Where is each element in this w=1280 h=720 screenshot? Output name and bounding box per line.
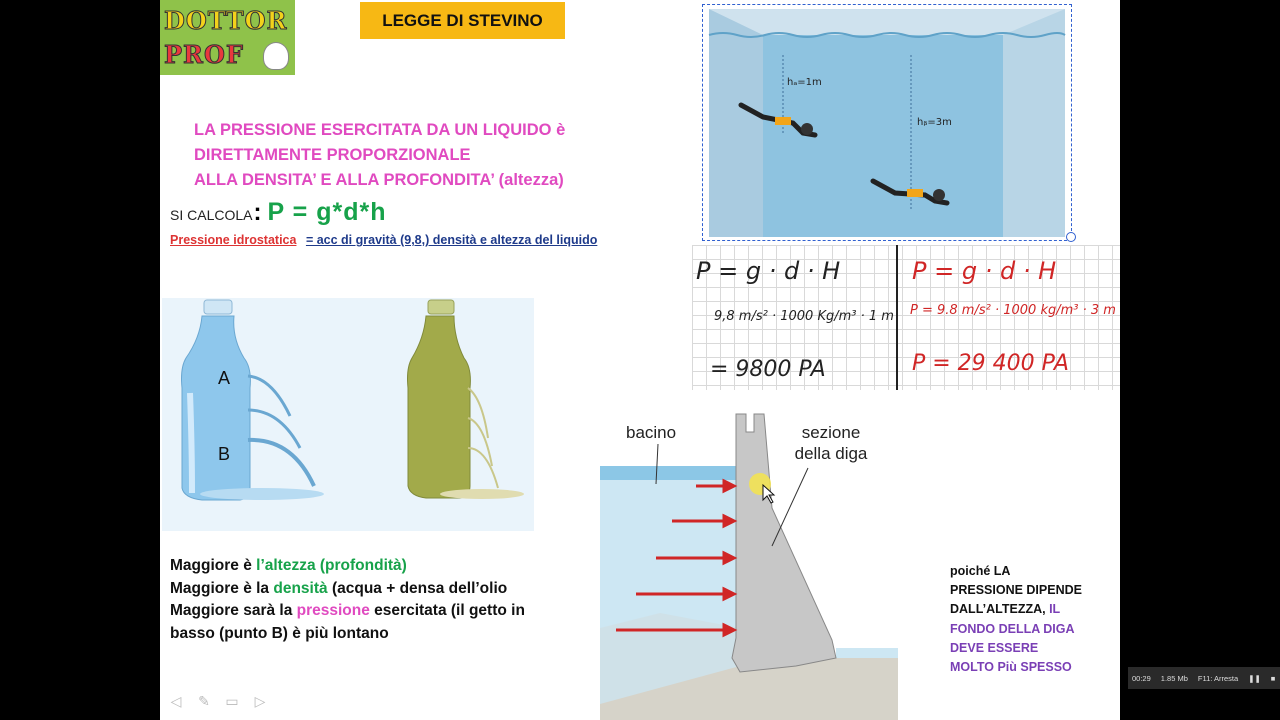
pool-diagram[interactable]	[702, 4, 1072, 241]
notes-divider	[896, 245, 898, 390]
conclusion-1: Maggiore è l’altezza (profondità)	[170, 557, 407, 574]
resize-handle[interactable]	[1066, 232, 1076, 242]
bacino-label: bacino	[626, 423, 677, 442]
right-formula: P = g · d · H	[912, 257, 1057, 285]
logo-line1: DOTTOR	[164, 6, 288, 35]
conclusion-4: basso (punto B) è più lontano	[170, 624, 389, 642]
logo-line2: PROF	[164, 40, 244, 69]
dam-diagram	[600, 408, 898, 720]
depth-a-label: hₐ=1m	[787, 77, 822, 88]
calc-label: SI CALCOLA	[170, 207, 253, 223]
next-slide-icon[interactable]: ▷	[254, 693, 266, 709]
oil-bottle	[408, 300, 525, 499]
hydrostatic-text: = acc di gravità (9,8,) densità e altezza del liquido	[305, 233, 598, 247]
conclusion-2: Maggiore è la densità (acqua + densa dell’olio	[170, 579, 508, 597]
bottles-illustration	[162, 298, 534, 531]
left-substitution: 9,8 m/s² · 1000 Kg/m³ · 1 m	[714, 309, 894, 324]
conclusion-3: Maggiore sarà la pressione esercitata (il getto in	[170, 602, 525, 619]
handwritten-calculations	[692, 245, 1120, 390]
bottles-drawing	[162, 298, 534, 531]
professor-icon	[263, 42, 289, 70]
stop-shortcut: F11: Arresta	[1197, 673, 1239, 683]
prev-slide-icon[interactable]: ◁	[170, 693, 182, 709]
slide	[160, 0, 1120, 720]
slides-menu-icon[interactable]: ▭	[225, 693, 239, 709]
sezione-label: sezione della diga	[794, 423, 868, 463]
point-a-label: A	[218, 368, 231, 388]
right-result: P = 29 400 PA	[912, 351, 1069, 376]
dottor-prof-logo	[160, 0, 295, 75]
slideshow-toolbar	[168, 694, 268, 708]
left-result: = 9800 PA	[710, 357, 826, 382]
stop-icon[interactable]: ■	[1270, 673, 1276, 683]
slide-title: LEGGE DI STEVINO	[360, 2, 565, 39]
point-b-label: B	[218, 444, 231, 464]
recording-size: 1.85 Mb	[1160, 673, 1188, 683]
hydrostatic-definition	[170, 233, 597, 247]
dam-explanation: poiché LA PRESSIONE DIPENDE DALL’ALTEZZA, IL FONDO DELLA DIGA DEVE ESSERE MOLTO Più SPESSO	[950, 564, 1082, 675]
hydrostatic-term: Pressione idrostatica	[170, 233, 297, 247]
statement-line1: LA PRESSIONE ESERCITATA DA UN LIQUIDO è	[194, 121, 566, 139]
pen-icon[interactable]: ✎	[198, 693, 210, 709]
recording-status-bar	[1128, 667, 1280, 689]
pause-icon[interactable]: ❚❚	[1248, 673, 1261, 683]
water-bottle	[182, 300, 325, 500]
statement-line3: ALLA DENSITA’ E ALLA PROFONDITA’ (altezza)	[194, 171, 564, 189]
calc-colon: :	[253, 199, 262, 226]
pool-drawing	[703, 5, 1071, 240]
statement-line2: DIRETTAMENTE PROPORZIONALE	[194, 146, 471, 164]
recording-time: 00:29	[1132, 673, 1151, 683]
conclusions	[170, 555, 525, 645]
left-formula: P = g · d · H	[696, 257, 841, 285]
stevino-formula: P = g*d*h	[267, 198, 387, 226]
law-statement	[194, 118, 565, 193]
depth-b-label: hᵦ=3m	[917, 117, 952, 128]
right-substitution: P = 9.8 m/s² · 1000 kg/m³ · 3 m	[910, 303, 1116, 318]
formula-row	[170, 198, 386, 227]
